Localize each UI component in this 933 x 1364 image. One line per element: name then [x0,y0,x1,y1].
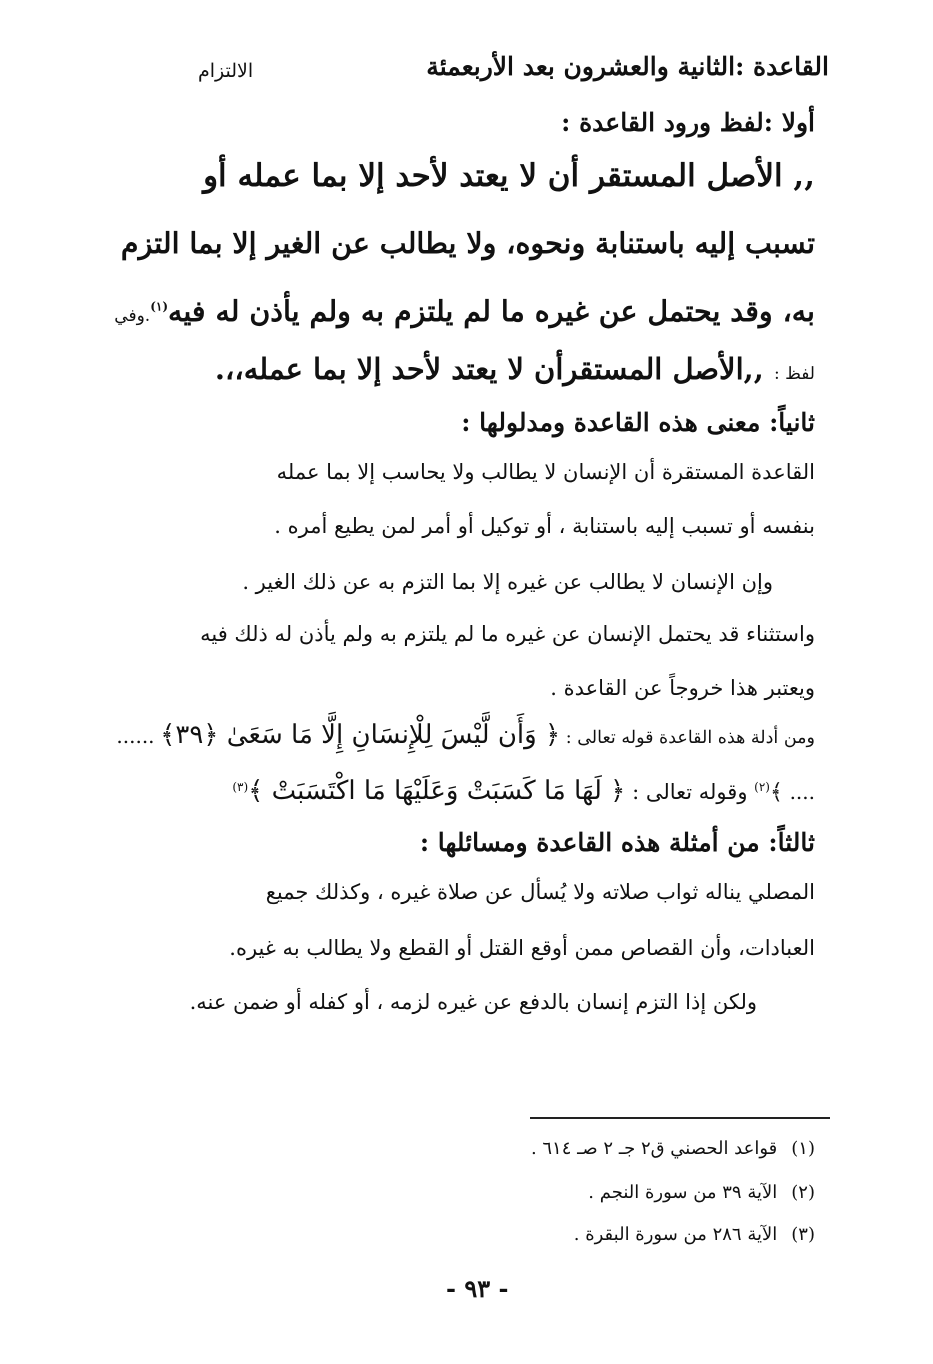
evidence-line-1 [116,720,815,750]
leading-dots: .... [789,780,815,804]
footnote-1-text: قواعد الحصني ق٢ جـ ٢ صـ ٦١٤ . [530,1138,778,1159]
section1-heading: أولا :لفظ ورود القاعدة : [561,108,815,137]
section3-heading: ثالثاً: من أمثلة هذه القاعدة ومسائلها : [419,828,815,857]
footnote-3-number: (٣) [791,1224,815,1245]
variant-intro: .وفي [114,306,151,326]
example-line-1: المصلي يناله ثواب صلاته ولا يُسأل عن صلاة غيره ، وكذلك جميع [265,880,815,904]
example-line-3: ولكن إذا التزم إنسان بالدفع عن غيره لزمه ، أو كفله أو ضمن عنه. [189,990,757,1014]
and-said-text: وقوله تعالى : [632,780,748,804]
footnote-divider [530,1117,830,1119]
footnote-ref-2: (٢) [754,780,770,794]
meaning-line-3: وإن الإنسان لا يطالب عن غيره إلا بما التزم به عن ذلك الغير . [242,570,773,594]
page-number: - ٩٣ - [446,1274,509,1303]
meaning-line-2: بنفسه أو تسبب إليه باستنابة ، أو توكيل أو أمر لمن يطيع أمره . [274,514,815,538]
rule-text-line-4 [215,352,815,386]
verse-end-ornament: ﴾ [769,780,783,805]
rule-text-line-3-main: به، وقد يحتمل عن غيره ما لم يلتزم به ولم يأذن له فيه [168,294,815,328]
example-line-2: العبادات، وأن القصاص ممن أوقع القتل أو القطع ولا يطالب به غيره. [229,936,815,960]
footnote-1-number: (١) [791,1138,815,1159]
footnote-ref-1: (١) [150,299,169,314]
footnote-1 [531,1138,815,1159]
meaning-line-1: القاعدة المستقرة أن الإنسان لا يطالب ولا يحاسب إلا بما عمله [276,460,815,484]
page-header-title: القاعدة :الثانية والعشرون بعد الأربعمئة [426,52,829,81]
meaning-line-5: ويعتبر هذا خروجاً عن القاعدة . [550,676,815,700]
page-header-topic: الالتزام [198,60,254,82]
quran-verse-1: ﴿ وَأَن لَّيْسَ لِلْإِنسَانِ إِلَّا مَا سَعَىٰ ﴿٣٩﴾ [160,720,561,750]
footnote-2 [588,1182,815,1203]
footnote-ref-3: (٣) [232,780,249,794]
variant-label: لفظ : [773,364,815,384]
rule-variant-text: ,,الأصل المستقرأن لا يعتد لأحد إلا بما عمله،،. [214,352,764,386]
rule-text-line-1: ,, الأصل المستقر أن لا يعتد لأحد إلا بما عمله أو [203,158,815,194]
rule-text-line-2: تسبب إليه باستنابة ونحوه، ولا يطالب عن الغير إلا بما التزم [120,226,815,260]
footnote-3-text: الآية ٢٨٦ من سورة البقرة . [573,1224,778,1245]
evidence-line-2 [232,776,815,806]
footnote-2-number: (٢) [791,1182,815,1203]
evidence-intro: ومن أدلة هذه القاعدة قوله تعالى : [565,728,815,748]
section2-heading: ثانياً: معنى هذه القاعدة ومدلولها : [461,408,815,437]
verse1-dots: ...... [116,724,155,748]
footnote-3 [574,1224,815,1245]
footnote-2-text: الآية ٣٩ من سورة النجم . [588,1182,778,1203]
rule-text-line-3 [114,294,815,328]
meaning-line-4: واستثناء قد يحتمل الإنسان عن غيره ما لم يلتزم به ولم يأذن له ذلك فيه [200,622,815,646]
quran-verse-2: ﴿ لَهَا مَا كَسَبَتْ وَعَلَيْهَا مَا اكْتَسَبَتْ ﴾ [248,776,626,806]
